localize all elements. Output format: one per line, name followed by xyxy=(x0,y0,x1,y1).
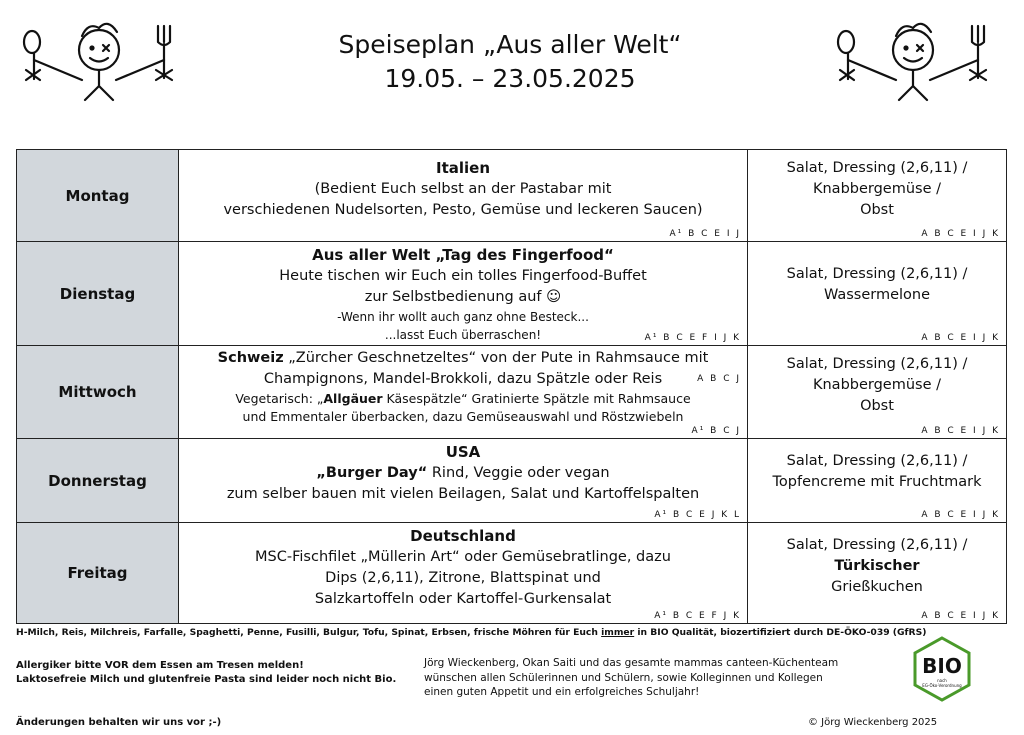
dish-line: zum selber bauen mit vielen Beilagen, Salat und Kartoffelspalten xyxy=(226,486,700,502)
main-dish-cell xyxy=(179,439,748,523)
allergen-codes: A B C E I J K xyxy=(921,333,1000,343)
allergen-codes: A B C E I J K xyxy=(921,426,1000,436)
bio-note-underlined: immer xyxy=(601,627,635,638)
allergen-codes: A¹ B C E F J K xyxy=(654,611,741,621)
dish-title: Aus aller Welt „Tag des Fingerfood“ xyxy=(312,246,614,264)
lactose-note: Laktosefreie Milch und glutenfreie Pasta sind leider noch nicht Bio. xyxy=(16,674,397,685)
smiley-with-fork-and-spoon-logo-icon xyxy=(14,12,184,142)
veg-bold: Allgäuer xyxy=(323,391,383,406)
team-greeting xyxy=(424,656,838,700)
day-cell: Freitag xyxy=(17,523,179,624)
bio-seal-icon xyxy=(912,636,972,702)
bio-note-text: in BIO Qualität, biozertifiziert durch DE-ÖKO-039 (GfRS) xyxy=(634,627,927,638)
side-dish-cell xyxy=(748,242,1007,346)
side-line: Salat, Dressing (2,6,11) / xyxy=(786,356,968,372)
side-line-bold: Türkischer xyxy=(834,558,920,574)
allergen-codes: A B C E I J K xyxy=(921,510,1000,520)
side-line: Wassermelone xyxy=(823,287,931,303)
dish-line: (Bedient Euch selbst an der Pastabar mit xyxy=(314,181,612,197)
page-title: Speiseplan „Aus aller Welt“ xyxy=(338,30,682,59)
veg-prefix: Vegetarisch: „ xyxy=(235,391,324,406)
allergy-notes xyxy=(16,659,396,687)
allergen-codes: A¹ B C E J K L xyxy=(654,510,741,520)
main-dish-cell xyxy=(179,346,748,439)
side-dish-cell xyxy=(748,439,1007,523)
dish-line: „Zürcher Geschnetzeltes“ von der Pute in Rahmsauce mit xyxy=(283,350,709,366)
dish-line: verschiedenen Nudelsorten, Pesto, Gemüse und leckeren Saucen) xyxy=(223,202,703,218)
allergen-codes: A B C J xyxy=(697,374,741,384)
main-dish-cell xyxy=(179,150,748,242)
veg-line: Käsespätzle“ Gratinierte Spätzle mit Rahmsauce xyxy=(382,391,691,406)
side-line: Knabbergemüse / xyxy=(812,181,942,197)
dish-note: -Wenn ihr wollt auch ganz ohne Besteck... xyxy=(337,310,589,324)
allergen-codes: A¹ B C J xyxy=(691,426,741,436)
date-range: 19.05. – 23.05.2025 xyxy=(384,64,636,93)
bio-seal-label: BIO xyxy=(922,654,962,678)
side-line: Salat, Dressing (2,6,11) / xyxy=(786,537,968,553)
side-line: Obst xyxy=(860,398,894,414)
dish-note: ...lasst Euch überraschen! xyxy=(384,328,542,342)
changes-note: Änderungen behalten wir uns vor ;-) xyxy=(16,717,222,728)
copyright: © Jörg Wieckenberg 2025 xyxy=(808,717,938,728)
day-cell: Montag xyxy=(17,150,179,242)
allergen-codes: A B C E I J K xyxy=(921,229,1000,239)
dish-line: Dips (2,6,11), Zitrone, Blattspinat und xyxy=(325,570,601,586)
team-line: wünschen allen Schülerinnen und Schülern, sowie Kolleginnen und Kollegen xyxy=(424,671,823,684)
day-cell: Dienstag xyxy=(17,242,179,346)
dish-line: Rind, Veggie oder vegan xyxy=(427,465,610,481)
bio-seal-sub: EG-Öko-Verordnung xyxy=(922,683,962,688)
table-row xyxy=(17,150,1007,242)
side-line: Obst xyxy=(860,202,894,218)
bio-seal-sub: nach xyxy=(937,678,947,683)
allergen-codes: A¹ B C E F I J K xyxy=(644,333,741,343)
side-line: Salat, Dressing (2,6,11) / xyxy=(786,160,968,176)
menu-table xyxy=(16,149,1007,624)
day-cell: Mittwoch xyxy=(17,346,179,439)
main-dish-cell xyxy=(179,242,748,346)
side-line: Salat, Dressing (2,6,11) / xyxy=(786,453,968,469)
side-line: Knabbergemüse / xyxy=(812,377,942,393)
table-row xyxy=(17,523,1007,624)
dish-country: Schweiz xyxy=(217,350,284,366)
side-dish-cell xyxy=(748,150,1007,242)
team-line: einen guten Appetit und ein erfolgreiches Schuljahr! xyxy=(424,686,700,698)
allergy-note: Allergiker bitte VOR dem Essen am Tresen melden! xyxy=(16,660,304,671)
table-row xyxy=(17,346,1007,439)
side-line: Grießkuchen xyxy=(831,579,923,595)
dish-title: USA xyxy=(445,443,481,461)
table-row xyxy=(17,439,1007,523)
mammas-canteen-logo-right xyxy=(828,12,998,142)
allergen-codes: A¹ B C E I J xyxy=(669,229,741,239)
mammas-canteen-logo-left xyxy=(14,12,184,142)
dish-line: MSC-Fischfilet „Müllerin Art“ oder Gemüsebratlinge, dazu xyxy=(255,549,671,565)
side-line: Salat, Dressing (2,6,11) / xyxy=(786,266,968,282)
allergen-codes: A B C E I J K xyxy=(921,611,1000,621)
team-line: Jörg Wieckenberg, Okan Saiti und das gesamte mammas canteen-Küchenteam xyxy=(424,657,839,669)
dish-line: Heute tischen wir Euch ein tolles Fingerfood-Buffet xyxy=(279,268,647,284)
veg-line: und Emmentaler überbacken, dazu Gemüseauswahl und Röstzwiebeln xyxy=(242,409,684,424)
bio-ingredients-note xyxy=(16,627,926,638)
side-dish-cell xyxy=(748,346,1007,439)
dish-title: Deutschland xyxy=(410,527,516,545)
day-cell: Donnerstag xyxy=(17,439,179,523)
dish-line: Champignons, Mandel-Brokkoli, dazu Spätzle oder Reis xyxy=(263,371,663,387)
table-row xyxy=(17,242,1007,346)
smiley-with-fork-and-spoon-logo-icon xyxy=(828,12,998,142)
page-header xyxy=(250,28,770,96)
dish-highlight: „Burger Day“ xyxy=(316,465,428,481)
dish-line: Salzkartoffeln oder Kartoffel-Gurkensalat xyxy=(314,591,612,607)
side-dish-cell xyxy=(748,523,1007,624)
dish-title: Italien xyxy=(435,159,490,177)
side-line: Topfencreme mit Fruchtmark xyxy=(772,474,982,490)
bio-note-text: H-Milch, Reis, Milchreis, Farfalle, Spaghetti, Penne, Fusilli, Bulgur, Tofu, Spinat, Erbsen, frische Möhren für Euch xyxy=(16,627,602,638)
main-dish-cell xyxy=(179,523,748,624)
dish-line: zur Selbstbedienung auf ☺ xyxy=(364,289,562,305)
